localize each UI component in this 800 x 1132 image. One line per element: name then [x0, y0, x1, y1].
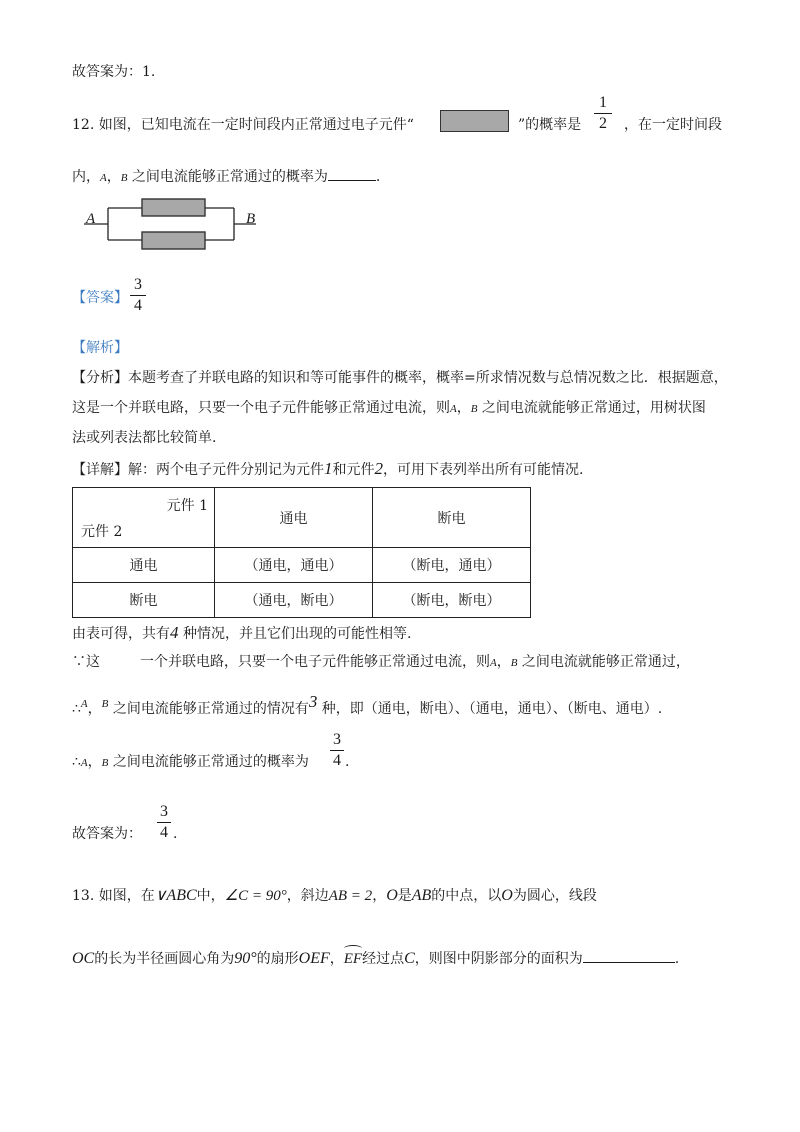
table-cell: （断电，断电） [373, 583, 531, 618]
table-cell: （通电，断电） [215, 583, 373, 618]
q12-line2: 内，A，B 之间电流能够正常通过的概率为 . [72, 166, 380, 188]
q12-line1-mid: ”的概率是 [518, 117, 582, 133]
after-table-line: 由表可得，共有4 种情况，并且它们出现的可能性相等. [72, 623, 412, 642]
table-cell: （通电，通电） [215, 548, 373, 583]
resistor-bottom [142, 232, 205, 249]
fenxi-line2: 这是一个并联电路，只要一个电子元件能够正常通过电流，则A，B 之间电流就能够正常通过，用树状图 [72, 400, 706, 416]
table-corner-cell [73, 488, 215, 548]
table-col-header: 通电 [215, 488, 373, 548]
table-corner-top: 元件 1 [166, 497, 208, 514]
arc-ef: EF [344, 951, 362, 967]
analysis-tag: 【解析】 [72, 340, 128, 356]
therefore-line2: ∴A，B 之间电流能够正常通过的概率为 [72, 754, 309, 770]
final-answer-fraction: 3 4 [157, 803, 171, 842]
circuit-label-a: A [86, 211, 96, 227]
q13-line2: OC的长为半径画圆心角为90°的扇形OEF， EF经过点C，则图中阴影部分的面积为 . [72, 948, 679, 969]
therefore-line1: ∴$^A$，$^B$ 之间电流能够正常通过的情况有3 种，即（通电，断电）、（通电，通电）、（断电、通电）. [72, 692, 663, 717]
therefore-line2-dot: . [345, 754, 350, 770]
q12-line1-start: 12. 如图，已知电流在一定时间段内正常通过电子元件“ [72, 117, 414, 133]
parallel-circuit-diagram [84, 195, 264, 255]
answer-blank [583, 948, 675, 963]
table-row [73, 583, 531, 618]
fraction-denominator: 2 [599, 115, 607, 132]
fenxi-line3: 法或列表法都比较简单. [72, 430, 217, 446]
table-cell: （断电，通电） [373, 548, 531, 583]
xiangjie-line: 【详解】解：两个电子元件分别记为元件1和元件2，可用下表列举出所有可能情况. [72, 459, 584, 478]
table-corner-bottom: 元件 2 [81, 523, 123, 540]
resistor-top [142, 199, 205, 216]
final-answer-dot: . [173, 826, 178, 842]
because-line: ∵这 一个并联电路，只要一个电子元件能够正常通过电流，则A，B 之间电流就能够正常通过， [72, 654, 690, 670]
answer-tag: 【答案】 [72, 290, 128, 306]
probability-fraction: 3 4 [330, 731, 344, 770]
resistor-symbol [440, 110, 509, 132]
fraction-one-half [594, 94, 612, 133]
outcome-table [72, 487, 531, 618]
table-row-header: 通电 [73, 548, 215, 583]
table-col-header: 断电 [373, 488, 531, 548]
table-row [73, 548, 531, 583]
circuit-label-b: B [246, 211, 256, 227]
table-row-header: 断电 [73, 583, 215, 618]
fraction-numerator: 1 [599, 94, 607, 111]
answer-blank [328, 166, 376, 181]
q12-line1-end: ，在一定时间段 [624, 117, 722, 133]
q13-line1: 13. 如图，在∨ABC中，∠C = 90°，斜边AB = 2，O是AB的中点，以O为圆心，线段 [72, 887, 597, 904]
previous-answer: 故答案为：1. [72, 64, 156, 80]
answer-fraction: 3 4 [130, 276, 146, 315]
final-answer-label: 故答案为： [72, 826, 142, 842]
fenxi-line1: 【分析】本题考查了并联电路的知识和等可能事件的概率，概率=所求情况数与总情况数之比．根据题意， [72, 370, 728, 386]
